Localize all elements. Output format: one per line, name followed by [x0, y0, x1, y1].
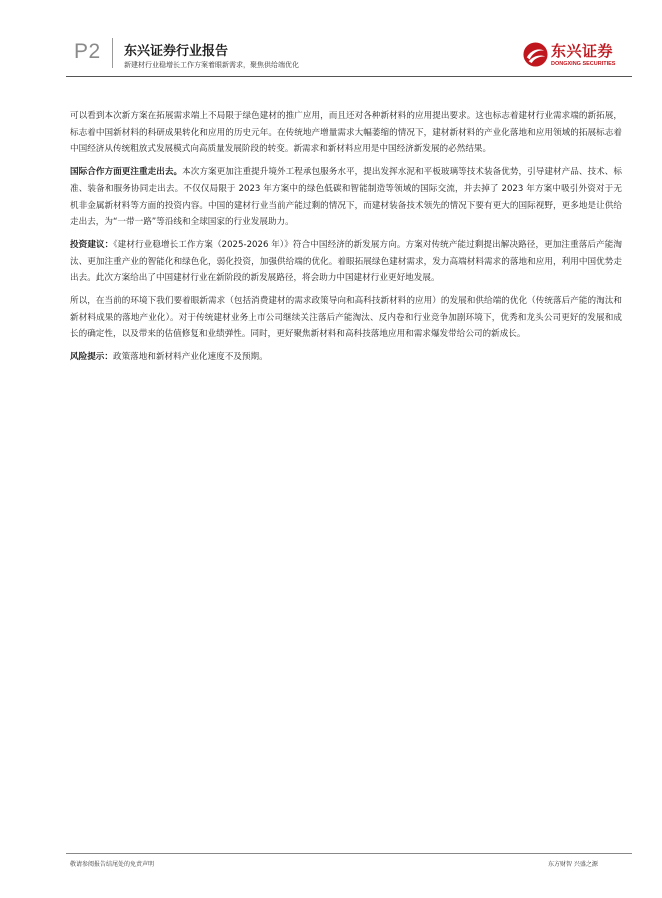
- footer-disclaimer: 敬请参阅报告结尾处的免责声明: [70, 861, 155, 868]
- paragraph-heading: 风险提示：: [70, 352, 113, 363]
- logo-subtext: DONGXING SECURITIES: [551, 61, 616, 67]
- paragraph-text: 所以，在当前的环境下我们要着眼新需求（包括消费建材的需求政策导向和高科技新材料的应用）的发展和供给端的优化（传统落后产能的淘汰和新材料成果的落地产业化）。对于传统建材业务上市公司继续关注落后产能淘汰、反内卷和行业竞争加剧环境下，优秀和龙头公司更好的发展和成长的确定性，以及带来的估值修复和业绩弹性。同时，更好聚焦新材料和高科技落地应用和需求爆发带给公司的新成长。: [70, 296, 622, 340]
- paragraph-risk-warning: [70, 349, 622, 366]
- report-title: 东兴证券行业报告: [124, 44, 229, 59]
- paragraph-new-materials: [70, 108, 622, 158]
- header-divider: [66, 76, 632, 77]
- report-body: [70, 108, 622, 372]
- paragraph-investment-advice: [70, 237, 622, 287]
- paragraph-text: 可以看到本次新方案在拓展需求端上不局限于绿色建材的推广应用，而且还对各种新材料的应用提出要求。这也标志着建材行业需求端的新拓展，标志着中国新材料的科研成果转化和应用的历史元年。在传统地产增量需求大幅萎缩的情况下，建材新材料的产业化落地和应用领域的拓展标志着中国经济从传统粗放式发展模式向高质量发展阶段的转变。新需求和新材料应用是中国经济新发展的必然结果。: [70, 111, 622, 155]
- paragraph-heading: 国际合作方面更注重走出去。: [70, 167, 183, 178]
- header-separator: [112, 38, 113, 68]
- footer-slogan: 东方财智 兴盛之源: [548, 861, 598, 868]
- paragraph-international-cooperation: [70, 164, 622, 231]
- dongxing-logo-icon: [522, 41, 549, 68]
- logo-text: 东兴证券: [551, 42, 614, 60]
- paragraph-outlook: [70, 293, 622, 343]
- page-number: P2: [74, 40, 101, 63]
- paragraph-heading: 投资建议：: [70, 239, 114, 250]
- paragraph-text: 政策落地和新材料产业化速度不及预期。: [112, 352, 268, 363]
- company-logo: [522, 40, 622, 74]
- paragraph-text: 《建材行业稳增长工作方案（2025-2026 年）》符合中国经济的新发展方向。方案对传统产能过剩提出解决路径，更加注重落后产能淘汰、更加注重产业的智能化和绿色化，弱化投资，加强供给端的优化。着眼拓展绿色建材需求，发力高端材料需求的落地和应用，利用中国优势走出去。此次方案给出了中国建材行业在新阶段的新发展路径，将会助力中国建材行业更好地发展。: [70, 239, 622, 284]
- footer-divider: [66, 853, 632, 854]
- paragraph-text: 本次方案更加注重提升境外工程承包服务水平，提出发挥水泥和平板玻璃等技术装备优势，引导建材产品、技术、标准、装备和服务协同走出去。不仅仅局限于 2023 年方案中的绿色低碳和智能制造等领域的国际交流，并去掉了 2023 年方案中吸引外资对于无机非金属新材料等方面的投资内容。中国的建材行业当前产能过剩的情况下，而建材装备技术领先的情况下要有更大的国际视野，更多地是让供给走出去，为“一带一路”等沿线和全球国家的行业发展助力。: [70, 167, 622, 228]
- report-subtitle: 新建材行业稳增长工作方案着眼新需求，聚焦供给端优化: [124, 61, 299, 69]
